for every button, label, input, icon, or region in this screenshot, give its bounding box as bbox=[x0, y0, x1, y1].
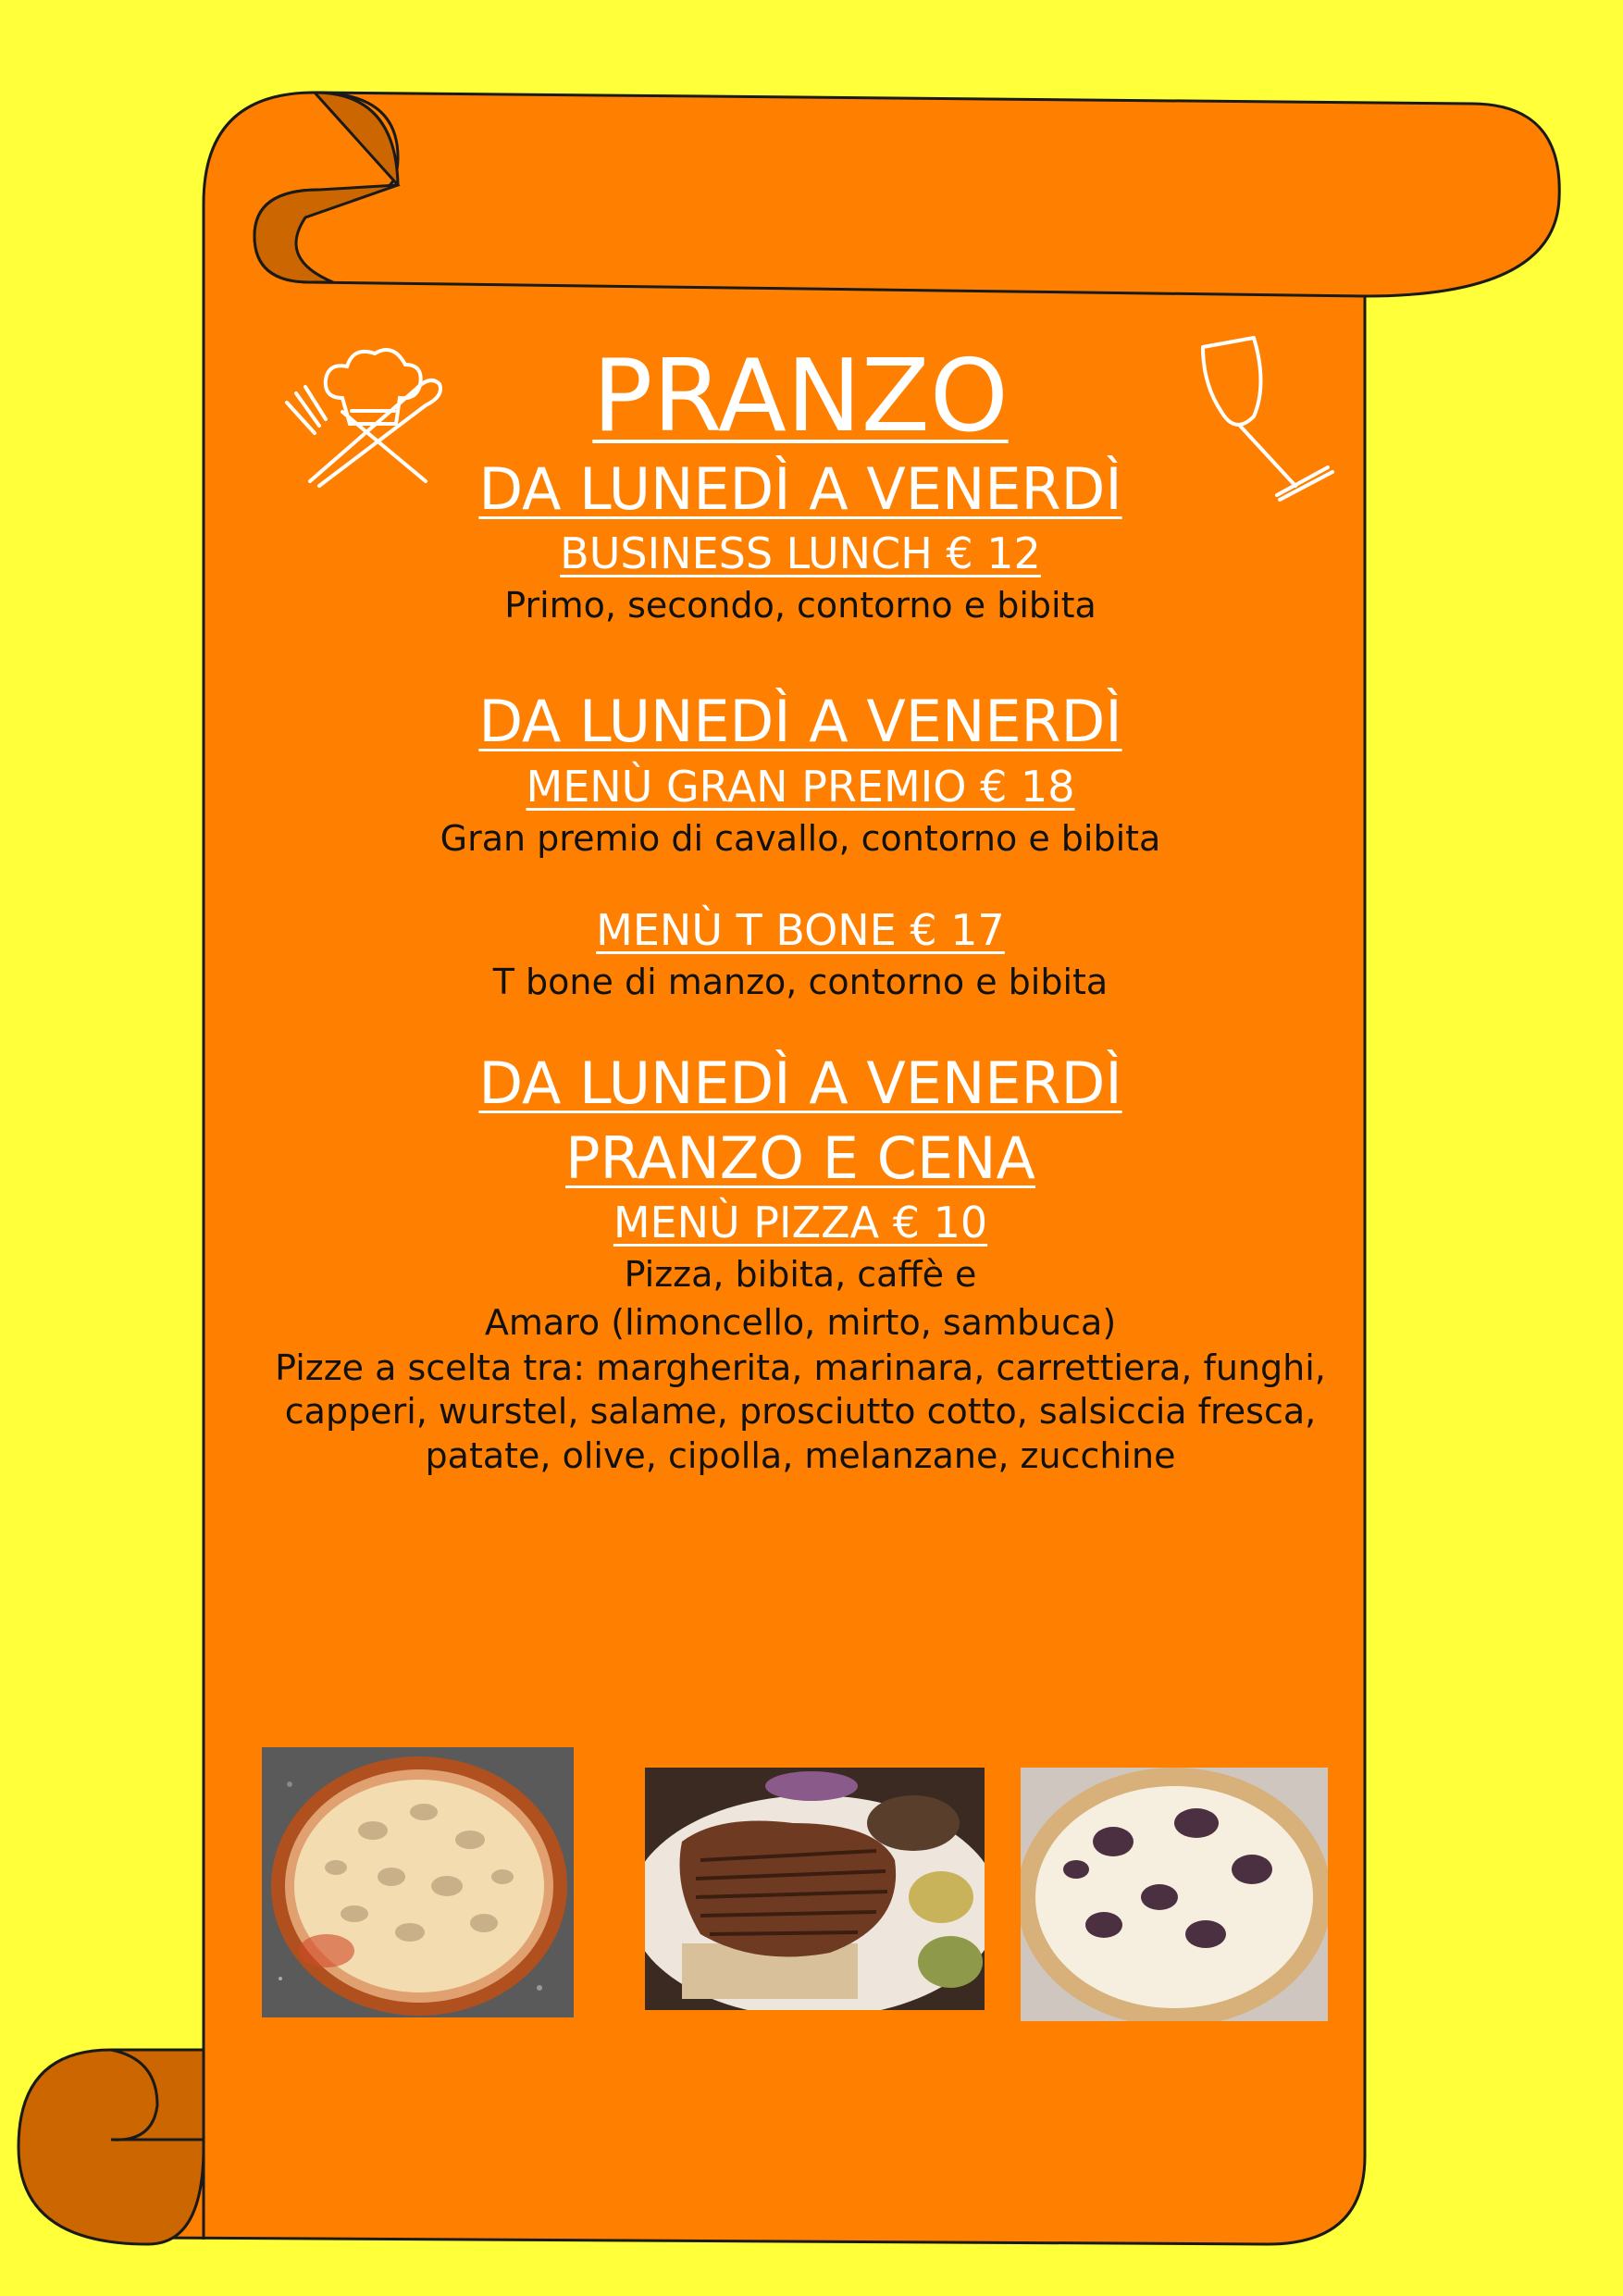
offer-title: MENÙ T BONE € 17 bbox=[596, 905, 1005, 956]
offer-title: MENÙ PIZZA € 10 bbox=[613, 1198, 988, 1248]
bottom-curl bbox=[19, 2050, 204, 2244]
section-heading: DA LUNEDÌ A VENERDÌ bbox=[478, 688, 1122, 756]
offer-title: MENÙ GRAN PREMIO € 18 bbox=[526, 762, 1075, 813]
section-heading: DA LUNEDÌ A VENERDÌ bbox=[478, 1049, 1122, 1118]
photo-mushroom-pizza bbox=[262, 1747, 574, 2017]
menu-content bbox=[268, 339, 1332, 1478]
photo-eggplant-pizza bbox=[1021, 1768, 1328, 2021]
offer-description: Gran premio di cavallo, contorno e bibita bbox=[440, 817, 1161, 859]
offer-title: BUSINESS LUNCH € 12 bbox=[560, 528, 1041, 579]
offer-description: Primo, secondo, contorno e bibita bbox=[504, 585, 1096, 627]
offer-description: Amaro (limoncello, mirto, sambuca) bbox=[484, 1301, 1117, 1343]
photo-tbone-steak bbox=[645, 1768, 985, 2010]
offer-description: T bone di manzo, contorno e bibita bbox=[492, 961, 1109, 1002]
page-title: PRANZO bbox=[592, 339, 1009, 454]
section-heading: DA LUNEDÌ A VENERDÌ bbox=[478, 454, 1122, 523]
section-heading-secondary: PRANZO E CENA bbox=[565, 1123, 1035, 1192]
offer-description: Pizza, bibita, caffè e bbox=[624, 1254, 977, 1296]
pizza-choices: Pizze a scelta tra: margherita, marinara, carrettiera, funghi, capperi, wurstel, salame, prosciutto cotto, salsiccia fresca, patate, olive, cipolla, melanzane, zucchine bbox=[275, 1347, 1326, 1476]
